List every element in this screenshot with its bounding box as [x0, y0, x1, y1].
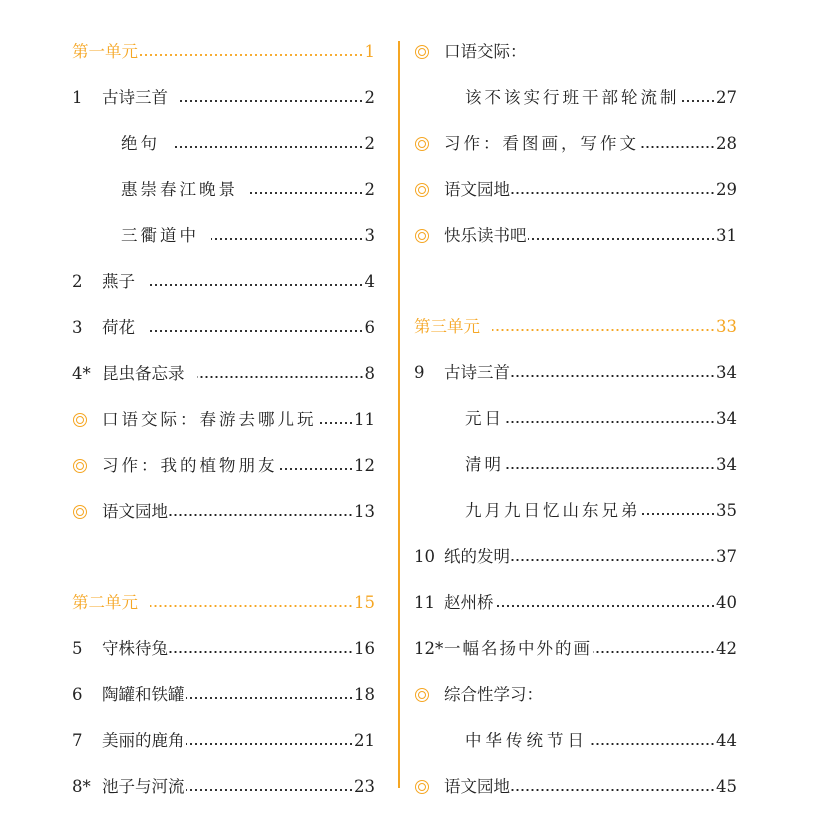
section-subtitle: 中华传统节日 — [465, 731, 588, 750]
page-number: 27 — [716, 88, 737, 107]
toc-lesson-11[interactable] — [414, 588, 737, 618]
toc-poem[interactable] — [72, 129, 375, 159]
lesson-number: 5 — [72, 639, 83, 658]
double-circle-bullet-icon — [73, 413, 87, 427]
dot-leader — [511, 772, 715, 802]
dot-leader — [640, 129, 715, 159]
toc-poem[interactable] — [72, 175, 375, 205]
toc-language-garden[interactable] — [414, 772, 737, 802]
double-circle-bullet-icon — [73, 459, 87, 473]
lesson-number: 11 — [414, 593, 435, 612]
dot-leader — [511, 175, 715, 205]
lesson-title: 一幅名扬中外的画 — [444, 639, 592, 658]
section-title: 综合性学习： — [444, 685, 543, 704]
page-number: 8 — [364, 364, 375, 383]
dot-leader — [318, 405, 354, 435]
page-number: 3 — [364, 226, 375, 245]
dot-leader — [186, 772, 354, 802]
lesson-number: 12* — [414, 639, 444, 658]
poem-title: 元日 — [465, 409, 504, 428]
toc-lesson-6[interactable] — [72, 680, 375, 710]
page-number: 2 — [364, 180, 375, 199]
dot-leader — [642, 496, 716, 526]
page-number: 31 — [716, 226, 737, 245]
dot-leader — [186, 726, 354, 756]
toc-unit-1[interactable] — [72, 37, 375, 67]
poem-title: 绝句 — [121, 134, 160, 153]
page-number: 29 — [716, 180, 737, 199]
lesson-title: 荷花 — [102, 318, 135, 337]
dot-leader — [495, 588, 716, 618]
toc-writing[interactable] — [72, 451, 375, 481]
lesson-number: 7 — [72, 731, 83, 750]
page-number: 11 — [354, 410, 375, 429]
section-title: 语文园地 — [444, 777, 510, 796]
toc-unit-3[interactable] — [414, 312, 737, 342]
dot-leader — [180, 83, 364, 113]
double-circle-bullet-icon — [415, 780, 429, 794]
page-number: 45 — [716, 777, 737, 796]
toc-lesson-7[interactable] — [72, 726, 375, 756]
toc-lesson-1[interactable] — [72, 83, 375, 113]
double-circle-bullet-icon — [73, 505, 87, 519]
page-number: 34 — [716, 455, 737, 474]
poem-title: 清明 — [465, 455, 504, 474]
page-number: 6 — [364, 318, 375, 337]
toc-lesson-2[interactable] — [72, 267, 375, 297]
toc-lesson-5[interactable] — [72, 634, 375, 664]
lesson-number: 10 — [414, 547, 435, 566]
dot-leader — [511, 542, 715, 572]
dot-leader — [186, 680, 354, 710]
page-number: 37 — [716, 547, 737, 566]
lesson-number: 4* — [72, 364, 91, 383]
lesson-number: 6 — [72, 685, 83, 704]
toc-lesson-8[interactable] — [72, 772, 375, 802]
section-subtitle: 该不该实行班干部轮流制 — [465, 88, 680, 107]
section-title: 习作：看图画，写作文 — [444, 134, 639, 153]
dot-leader — [147, 313, 364, 343]
page-number: 34 — [716, 363, 737, 382]
lesson-title: 美丽的鹿角 — [102, 731, 185, 750]
lesson-title: 昆虫备忘录 — [102, 364, 185, 383]
dot-leader — [139, 37, 364, 67]
page-number: 16 — [354, 639, 375, 658]
lesson-number: 9 — [414, 363, 425, 382]
dot-leader — [492, 312, 715, 342]
toc-writing[interactable] — [414, 129, 737, 159]
lesson-title: 古诗三首 — [102, 88, 168, 107]
lesson-title: 燕子 — [102, 272, 135, 291]
section-title: 口语交际： — [444, 42, 527, 61]
lesson-title: 池子与河流 — [102, 777, 185, 796]
lesson-title: 陶罐和铁罐 — [102, 685, 185, 704]
page-number: 4 — [364, 272, 375, 291]
toc-oral-communication-topic[interactable] — [414, 83, 737, 113]
unit-title: 第三单元 — [414, 317, 480, 336]
dot-leader — [150, 588, 353, 618]
toc-language-garden[interactable] — [414, 175, 737, 205]
dot-leader — [505, 404, 715, 434]
toc-oral-communication[interactable] — [72, 405, 375, 435]
lesson-title: 赵州桥 — [444, 593, 494, 612]
dot-leader — [511, 358, 715, 388]
dot-leader — [528, 221, 716, 251]
dot-leader — [169, 497, 353, 527]
page-number: 2 — [364, 88, 375, 107]
section-title: 习作：我的植物朋友 — [102, 456, 278, 475]
page-number: 21 — [354, 731, 375, 750]
page-number: 18 — [354, 685, 375, 704]
page-number: 15 — [354, 593, 375, 612]
toc-poem[interactable] — [414, 404, 737, 434]
page-number: 35 — [716, 501, 737, 520]
page-number: 12 — [354, 456, 375, 475]
lesson-number: 2 — [72, 272, 83, 291]
dot-leader — [250, 175, 364, 205]
section-title: 快乐读书吧 — [444, 226, 527, 245]
page-number: 28 — [716, 134, 737, 153]
page-number: 33 — [716, 317, 737, 336]
toc-poem[interactable] — [72, 221, 375, 251]
unit-title: 第一单元 — [72, 42, 138, 61]
poem-title: 惠崇春江晚景 — [121, 180, 238, 199]
dot-leader — [505, 450, 715, 480]
dot-leader — [172, 129, 364, 159]
toc-happy-reading[interactable] — [414, 221, 737, 251]
toc-lesson-9[interactable] — [414, 358, 737, 388]
poem-title: 九月九日忆山东兄弟 — [465, 501, 641, 520]
toc-lesson-12[interactable] — [414, 634, 737, 664]
page-number: 42 — [716, 639, 737, 658]
double-circle-bullet-icon — [415, 183, 429, 197]
toc-lesson-10[interactable] — [414, 542, 737, 572]
page-number: 34 — [716, 409, 737, 428]
toc-lesson-4[interactable] — [72, 359, 375, 389]
page-number: 23 — [354, 777, 375, 796]
dot-leader — [681, 83, 716, 113]
column-divider — [398, 41, 400, 788]
toc-poem[interactable] — [414, 496, 737, 526]
toc-oral-communication[interactable] — [414, 37, 737, 67]
toc-lesson-3[interactable] — [72, 313, 375, 343]
dot-leader — [593, 634, 715, 664]
double-circle-bullet-icon — [415, 229, 429, 243]
lesson-number: 3 — [72, 318, 83, 337]
dot-leader — [169, 634, 353, 664]
toc-unit-2[interactable] — [72, 588, 375, 618]
page-number: 2 — [364, 134, 375, 153]
toc-language-garden[interactable] — [72, 497, 375, 527]
lesson-number: 1 — [72, 88, 83, 107]
section-title: 口语交际：春游去哪儿玩 — [102, 410, 317, 429]
lesson-number: 8* — [72, 777, 91, 796]
page-number: 1 — [364, 42, 375, 61]
page-number: 40 — [716, 593, 737, 612]
toc-comprehensive-study-topic[interactable] — [414, 726, 737, 756]
section-title: 语文园地 — [102, 502, 168, 521]
double-circle-bullet-icon — [415, 45, 429, 59]
toc-poem[interactable] — [414, 450, 737, 480]
page-number: 44 — [716, 731, 737, 750]
toc-comprehensive-study[interactable] — [414, 680, 737, 710]
dot-leader — [279, 451, 354, 481]
dot-leader — [589, 726, 715, 756]
page-number: 13 — [354, 502, 375, 521]
lesson-title: 古诗三首 — [444, 363, 510, 382]
double-circle-bullet-icon — [415, 688, 429, 702]
dot-leader — [211, 221, 364, 251]
unit-title: 第二单元 — [72, 593, 138, 612]
poem-title: 三衢道中 — [121, 226, 199, 245]
lesson-title: 纸的发明 — [444, 547, 510, 566]
dot-leader — [147, 267, 364, 297]
double-circle-bullet-icon — [415, 137, 429, 151]
section-title: 语文园地 — [444, 180, 510, 199]
lesson-title: 守株待兔 — [102, 639, 168, 658]
dot-leader — [197, 359, 364, 389]
